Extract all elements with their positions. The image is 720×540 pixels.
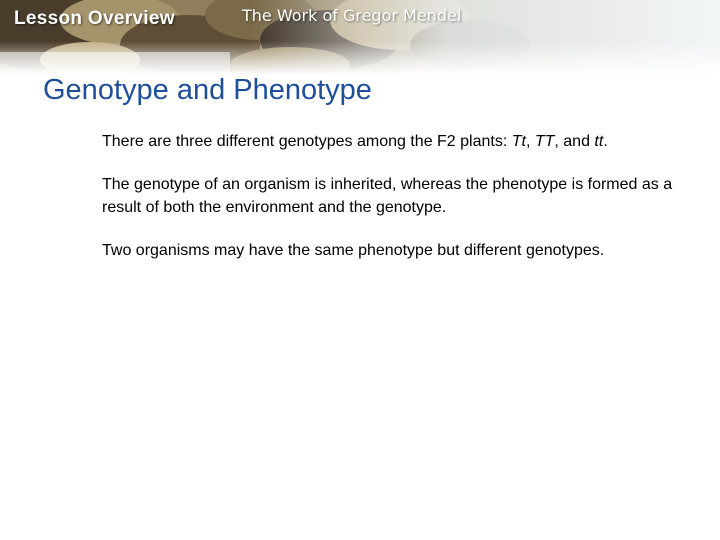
genotype-tt-hetero: Tt (511, 133, 526, 150)
bullet-1-sep-1: , (525, 133, 535, 150)
slide-heading: Genotype and Phenotype (43, 74, 372, 106)
bullet-genotypes-f2 (102, 130, 702, 153)
genotype-tt-dominant: TT (534, 133, 555, 150)
bullet-1-sep-2: , and (554, 133, 595, 150)
lesson-overview-label: Lesson Overview (14, 8, 175, 29)
bullet-genotype-phenotype: The genotype of an organism is inherited, whereas the phenotype is formed as a result of both the environment and the genotype. (102, 176, 673, 216)
slide-content (102, 130, 702, 282)
bullet-1-end: . (603, 133, 608, 150)
bullet-1-text: There are three different genotypes among the F2 plants: (102, 133, 512, 150)
bullet-same-phenotype: Two organisms may have the same phenotype but different genotypes. (102, 242, 605, 259)
genotype-tt-recessive: tt (594, 133, 604, 150)
lesson-title: The Work of Gregor Mendel (242, 6, 462, 25)
header-banner (0, 0, 720, 75)
